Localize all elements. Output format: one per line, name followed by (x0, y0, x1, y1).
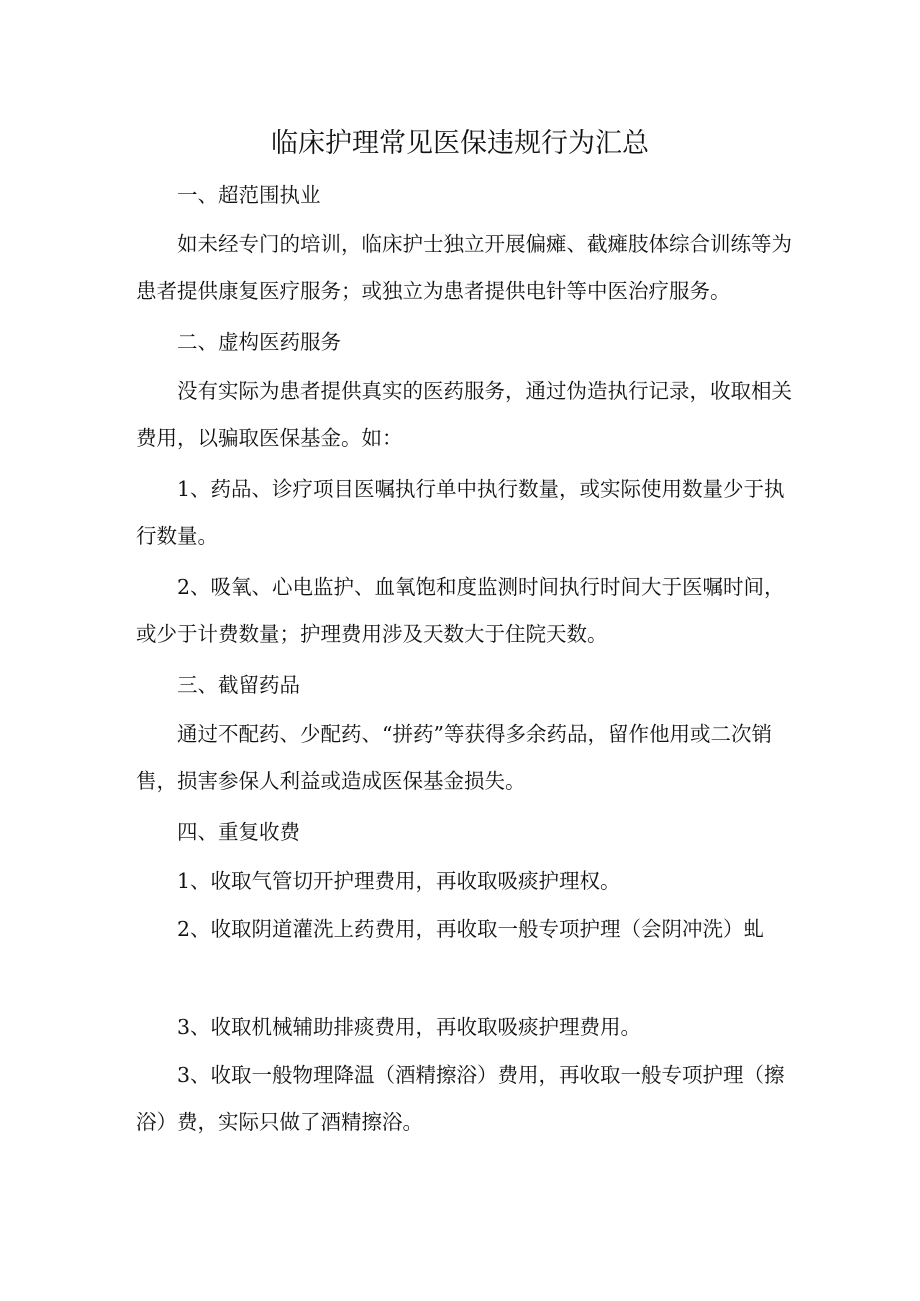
section-4-paragraph-2: 2、收取阴道灌洗上药费用，再收取一般专项护理（会阴冲洗）虬 (177, 917, 765, 941)
section-heading-3: 三、截留药品 (177, 673, 300, 697)
section-heading-4: 四、重复收费 (177, 820, 300, 844)
section-2-paragraph-1: 没有实际为患者提供真实的医药服务，通过伪造执行记录，收取相关费用，以骗取医保基金。如： (136, 379, 792, 450)
section-4-paragraph-1: 1、收取气管切开护理费用，再收取吸痰护理权。 (177, 869, 621, 893)
section-2-paragraph-3: 2、吸氧、心电监护、血氧饱和度监测时间执行时间大于医嘱时间，或少于计费数量；护理费用涉及天数大于住院天数。 (136, 575, 785, 646)
section-3-paragraph-1: 通过不配药、少配药、“拼药”等获得多余药品，留作他用或二次销售，损害参保人利益或造成医保基金损失。 (136, 722, 772, 793)
section-4-paragraph-4: 3、收取一般物理降温（酒精擦浴）费用，再收取一般专项护理（擦浴）费，实际只做了酒精擦浴。 (136, 1063, 785, 1134)
document-title: 临床护理常见医保违规行为汇总 (271, 128, 649, 159)
section-1-paragraph-1: 如未经专门的培训，临床护士独立开展偏瘫、截瘫肢体综合训练等为患者提供康复医疗服务；或独立为患者提供电针等中医治疗服务。 (136, 232, 792, 303)
section-heading-2: 二、虚构医药服务 (177, 330, 341, 354)
section-4-paragraph-3: 3、收取机械辅助排痰费用，再收取吸痰护理费用。 (177, 1015, 642, 1039)
section-heading-1: 一、超范围执业 (177, 183, 321, 207)
section-2-paragraph-2: 1、药品、诊疗项目医嘱执行单中执行数量，或实际使用数量少于执行数量。 (136, 477, 785, 548)
